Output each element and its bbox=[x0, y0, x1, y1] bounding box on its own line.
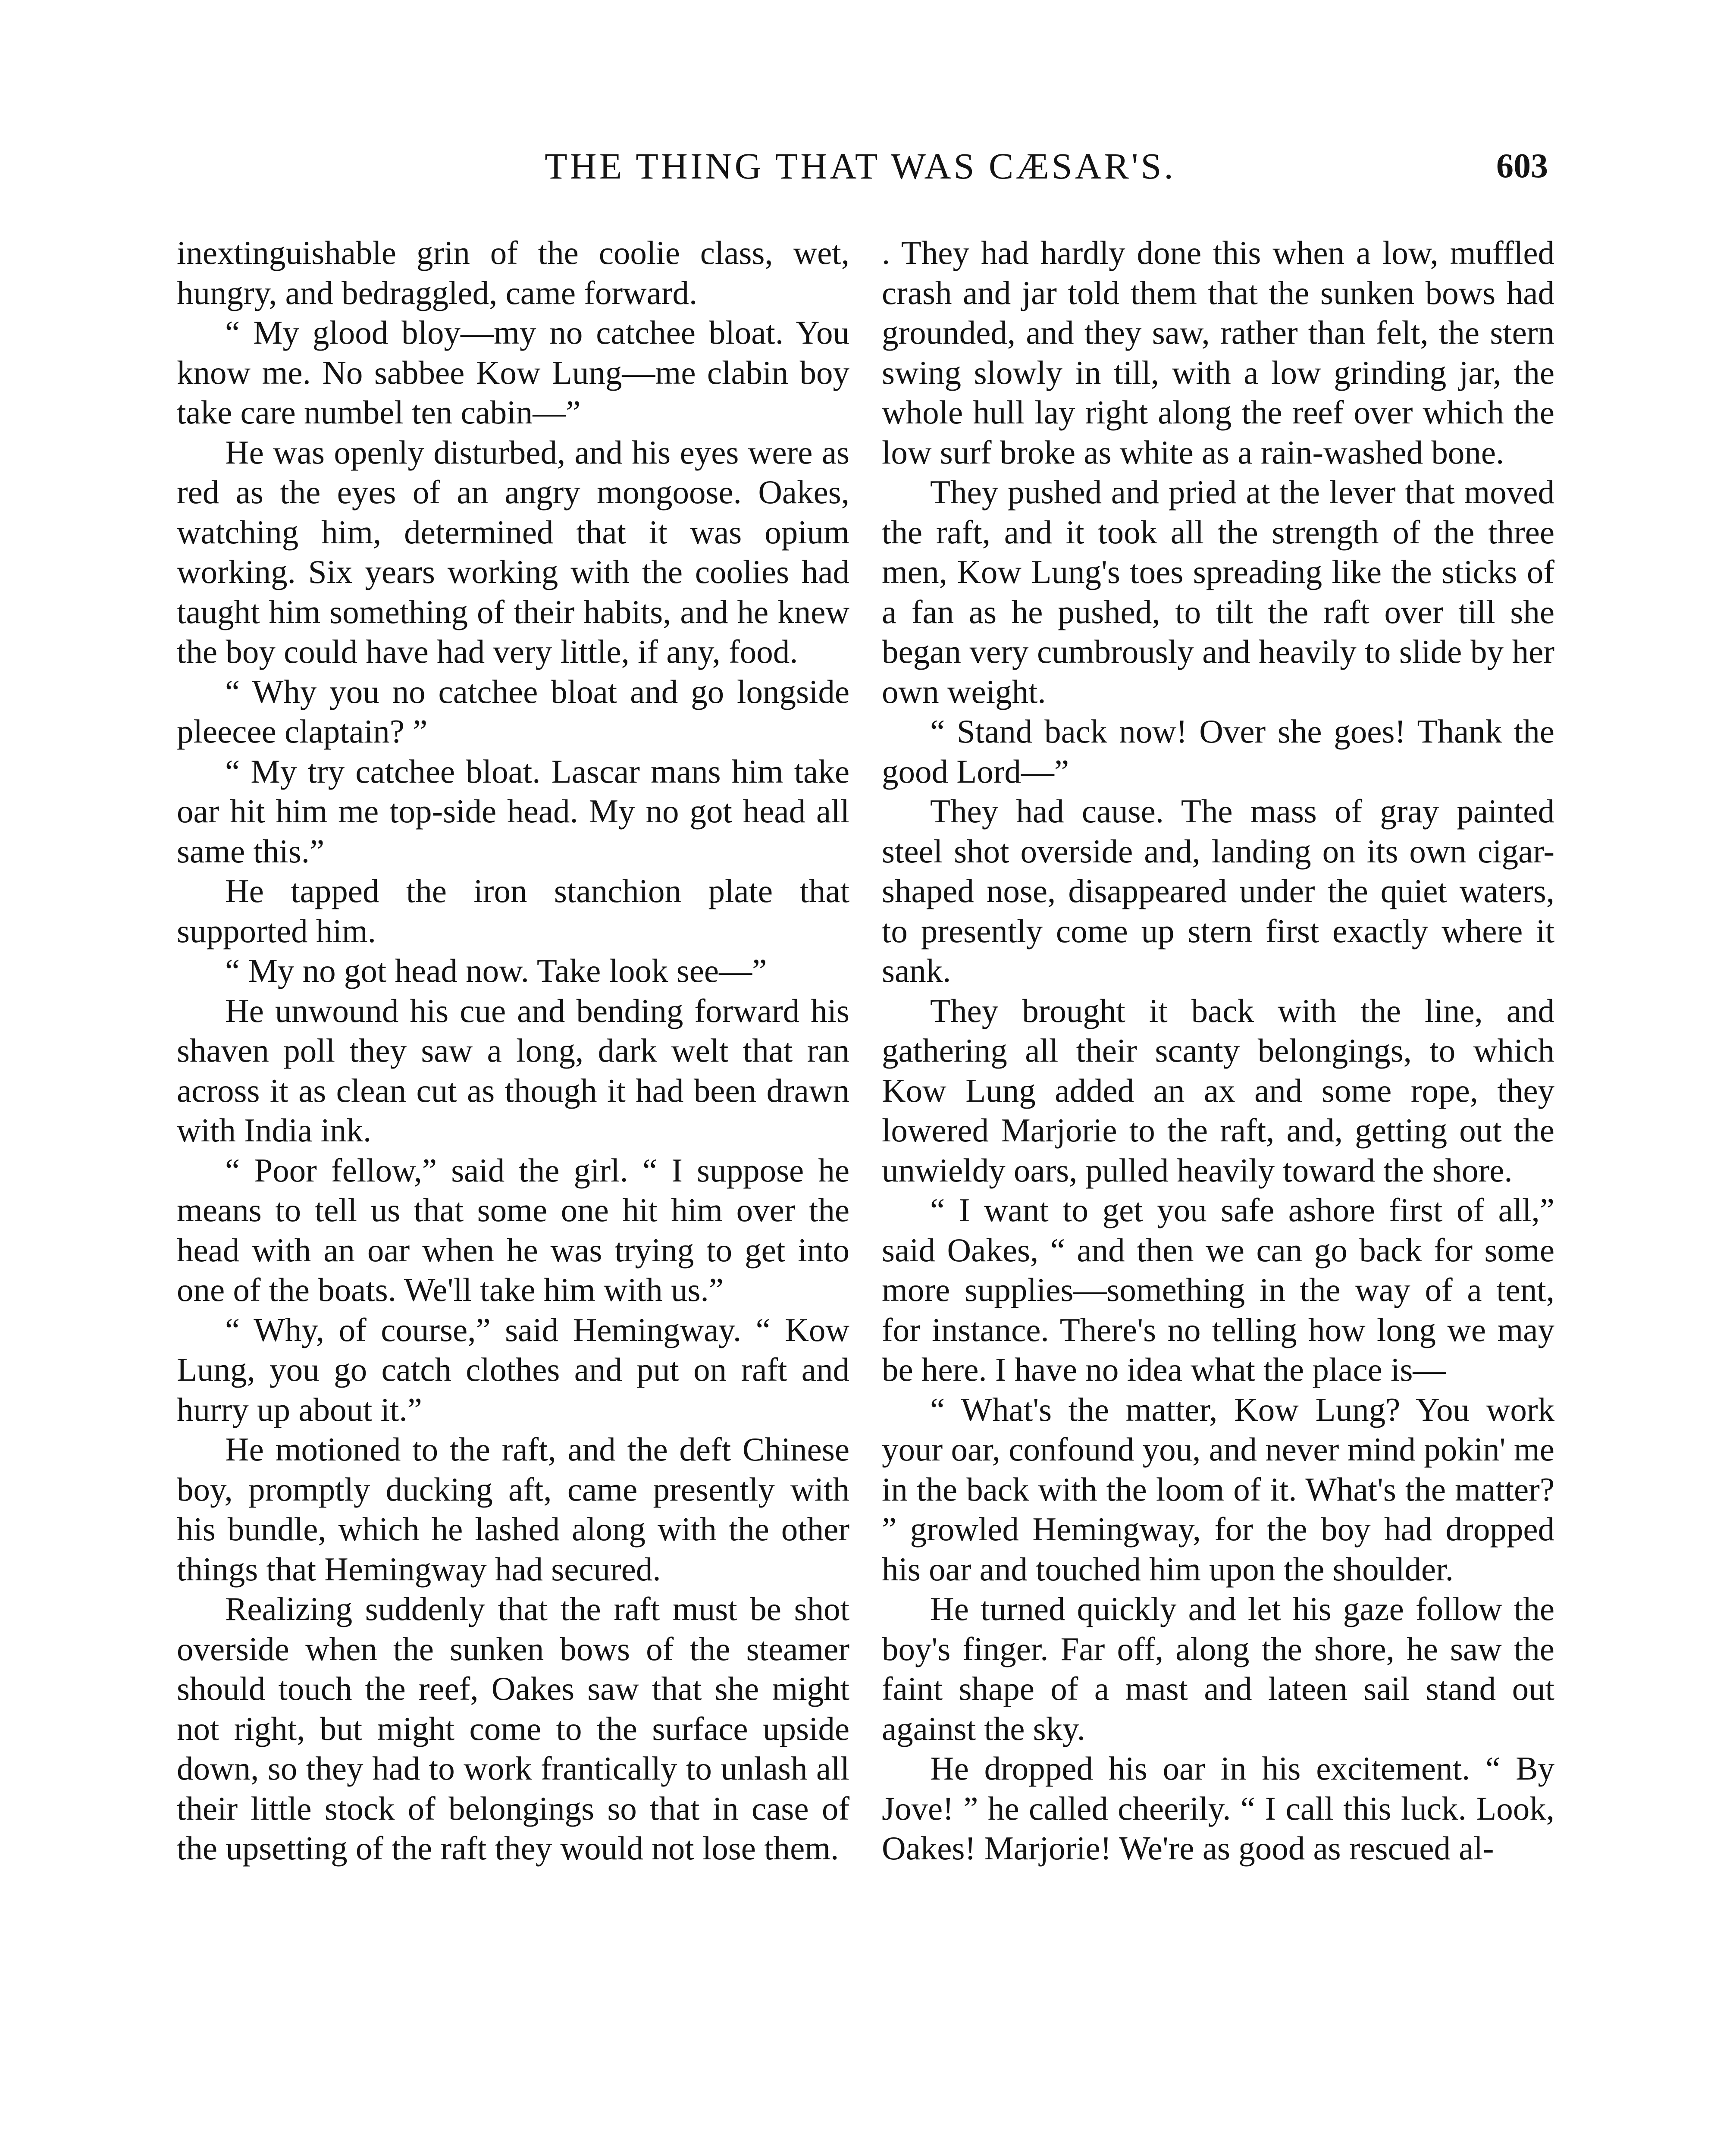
page-title: THE THING THAT WAS CÆSAR'S. bbox=[545, 145, 1176, 187]
paragraph: “ Why, of course,” said Hemingway. “ Kow Lung, you go catch clothes and put on raft and hurry up about it.” bbox=[177, 1311, 849, 1428]
paragraph: “ Stand back now! Over she goes! Thank the good Lord—” bbox=[882, 713, 1554, 790]
paragraph: “ Why you no catchee bloat and go longside pleecee claptain? ” bbox=[177, 673, 849, 750]
paragraph: “ I want to get you safe ashore first of all,” said Oakes, “ and then we can go back for some more supplies—something in the way of a tent, for instance. There's no telling how long we may be here. I have no idea what the place is— bbox=[882, 1191, 1554, 1388]
paragraph: . They had hardly done this when a low, muffled crash and jar told them that the sunken bows had grounded, and they saw, rather than felt, the stern swing slowly in till, with a low grinding jar, the whole hull lay right along the reef over which the low surf broke as white as a rain-washed bone. bbox=[882, 234, 1554, 471]
paragraph: “ Poor fellow,” said the girl. “ I suppose he means to tell us that some one hit him over the head with an oar when he was trying to get into one of the boats. We'll take him with us.” bbox=[177, 1151, 849, 1308]
paragraph: He dropped his oar in his excitement. “ By Jove! ” he called cheerily. “ I call this luck. Look, Oakes! Marjorie! We're as good as rescued al- bbox=[882, 1750, 1554, 1867]
right-text-column bbox=[882, 233, 1554, 1868]
paragraph: They pushed and pried at the lever that moved the raft, and it took all the strength of the three men, Kow Lung's toes spreading like the sticks of a fan as he pushed, to tilt the raft over till she began very cumbrously and heavily to slide by her own weight. bbox=[882, 473, 1554, 710]
paragraph: He tapped the iron stanchion plate that supported him. bbox=[177, 872, 849, 950]
running-header bbox=[172, 142, 1548, 194]
paragraph: “ My no got head now. Take look see—” bbox=[225, 952, 767, 989]
left-text-column bbox=[177, 233, 849, 1868]
paragraph: Realizing suddenly that the raft must be shot overside when the sunken bows of the steamer should touch the reef, Oakes saw that she might not right, but might come to the surface upside down, so they had to work frantically to unlash all their little stock of belongings so that in case of the upsetting of the raft they would not lose them. bbox=[177, 1590, 849, 1867]
paragraph: They brought it back with the line, and gathering all their scanty belongings, to which Kow Lung added an ax and some rope, they lowered Marjorie to the raft, and, getting out the unwieldy oars, pulled heavily toward the shore. bbox=[882, 992, 1554, 1189]
paragraph: “ My try catchee bloat. Lascar mans him take oar hit him me top-side head. My no got head all same this.” bbox=[177, 752, 849, 870]
paragraph: He unwound his cue and bending forward his shaven poll they saw a long, dark welt that ran across it as clean cut as though it had been drawn with India ink. bbox=[177, 992, 849, 1149]
paragraph: “ My glood bloy—my no catchee bloat. You know me. No sabbee Kow Lung—me clabin boy take care numbel ten cabin—” bbox=[177, 314, 849, 431]
paragraph: They had cause. The mass of gray painted steel shot overside and, landing on its own cigar-shaped nose, disappeared under the quiet waters, to presently come up stern first exactly where it sank. bbox=[882, 793, 1554, 989]
paragraph: inextinguishable grin of the coolie class, wet, hungry, and bedraggled, came forward. bbox=[177, 234, 849, 311]
paragraph: He motioned to the raft, and the deft Chinese boy, promptly ducking aft, came presently with his bundle, which he lashed along with the other things that Hemingway had secured. bbox=[177, 1431, 849, 1588]
paragraph: “ What's the matter, Kow Lung? You work your oar, confound you, and never mind pokin' me in the back with the loom of it. What's the matter? ” growled Hemingway, for the boy had dropped his oar and touched him upon the shoulder. bbox=[882, 1391, 1554, 1588]
page-number: 603 bbox=[1496, 147, 1548, 185]
paragraph: He was openly disturbed, and his eyes were as red as the eyes of an angry mongoose. Oakes, watching him, determined that it was opium working. Six years working with the coolies had taught him something of their habits, and he knew the boy could have had very little, if any, food. bbox=[177, 433, 849, 670]
paragraph: He turned quickly and let his gaze follow the boy's finger. Far off, along the shore, he saw the faint shape of a mast and lateen sail stand out against the sky. bbox=[882, 1590, 1554, 1747]
